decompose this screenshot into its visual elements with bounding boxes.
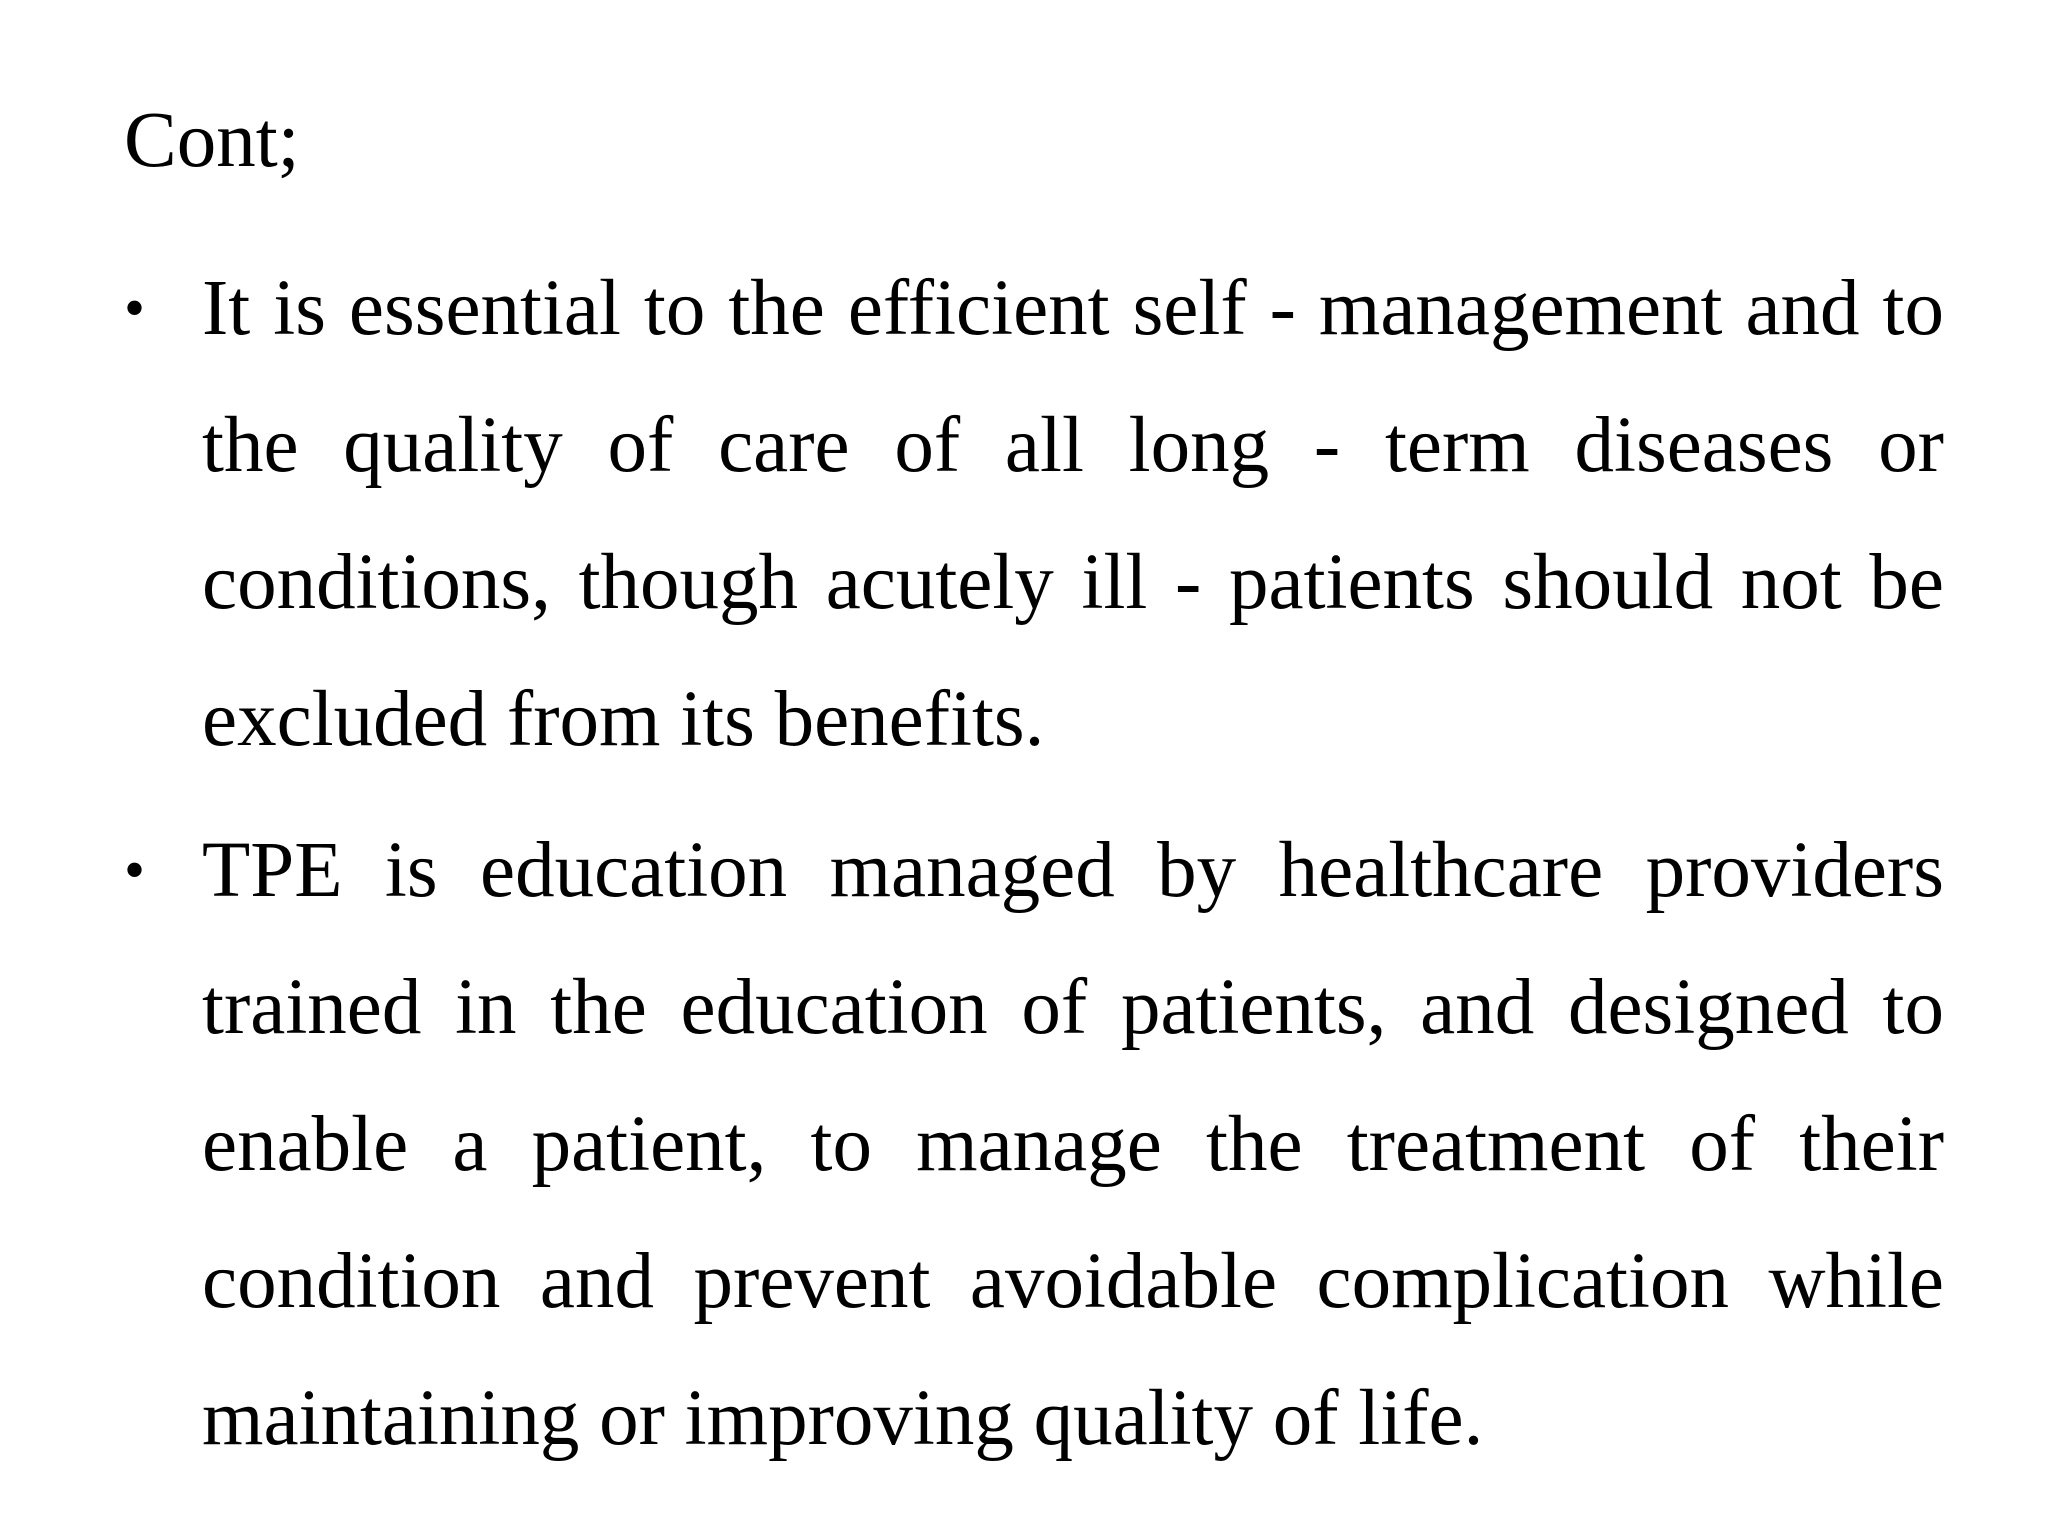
bullet-text: It is essential to the efficient self - management and to the quality of care of all long - term diseases or conditions, though acutely ill - patients should not be excluded from its benefits. [202,265,1944,763]
slide-title: Cont; [124,97,300,184]
bullet-list [124,240,1944,1487]
bullet-text: TPE is education managed by healthcare providers trained in the education of patients, and designed to enable a patient, to manage the treatment of their condition and prevent avoidable complication while maintaining or improving quality of life. [202,827,1944,1462]
bullet-dot-icon: • [124,275,146,341]
bullet-item [124,802,1944,1487]
bullet-item [124,240,1944,788]
bullet-dot-icon: • [124,837,146,903]
